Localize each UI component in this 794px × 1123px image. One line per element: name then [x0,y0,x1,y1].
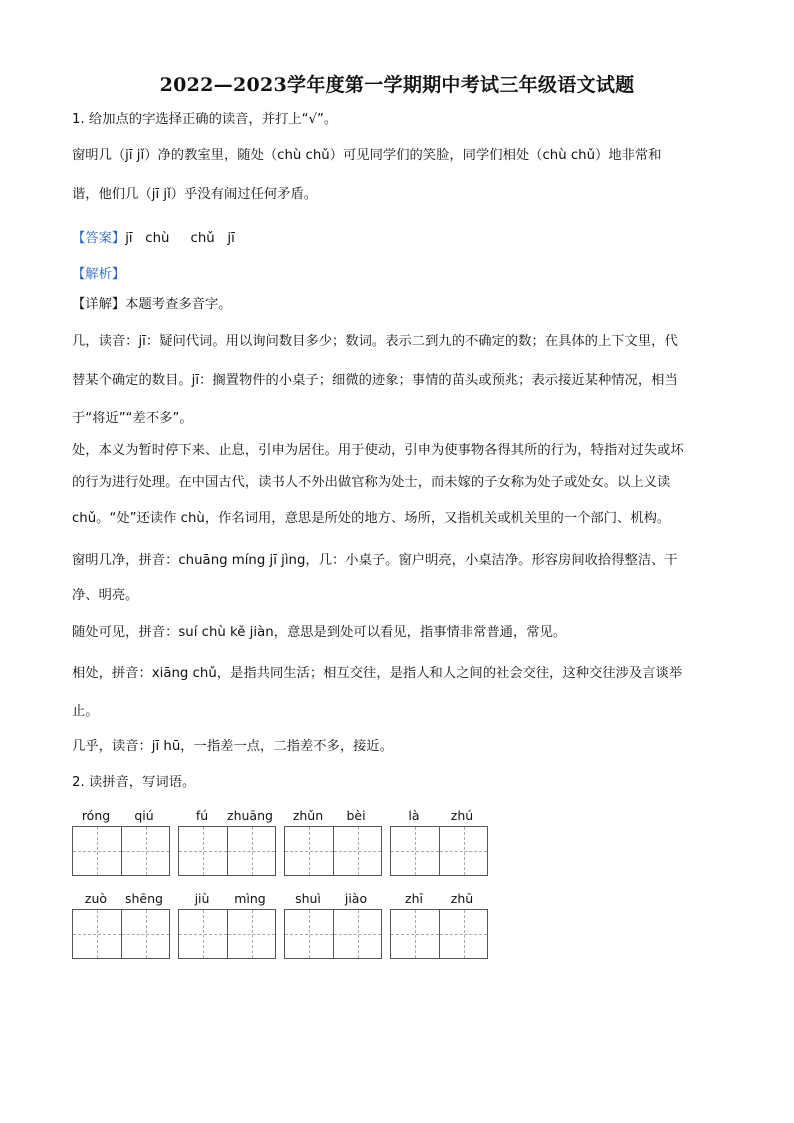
question-2-prompt: 2. 读拼音，写词语。 [72,775,196,790]
para-chuangming-1: 窗明几净，拼音：chuāng míng jī jìng，几：小桌子。窗户明亮，小桌洁净。形容房间收拾得整洁、干 [72,553,678,568]
pinyin-label: jiào [344,891,368,906]
para-suichu: 随处可见，拼音：suí chù kě jiàn，意思是到处可以看见，指事情非常普通，常见。 [72,625,567,640]
pinyin-label: zuò [84,891,108,906]
writing-cell[interactable] [333,910,381,958]
pinyin-label: zhuāng [227,808,273,823]
para-xiangchu-2: 止。 [72,704,99,719]
writing-cell[interactable] [391,827,439,875]
writing-cell[interactable] [439,827,487,875]
word-group [72,889,170,959]
pinyin-label: bèi [346,808,366,823]
writing-cell[interactable] [179,910,227,958]
para-chu-3: chǔ。“处”还读作 chù，作名词用，意思是所处的地方、场所，又指机关或机关里的一个部门、机构。 [72,511,671,526]
writing-cell[interactable] [285,827,333,875]
pinyin-label: mìng [234,891,266,906]
question-1-line-1: 窗明几（jī jǐ）净的教室里，随处（chù chǔ）可见同学们的笑脸，同学们相处（chù chǔ）地非常和 [72,148,662,163]
answer-value: jī chù chǔ jī [125,231,235,246]
writing-cell[interactable] [391,910,439,958]
pinyin-label: jiù [194,891,210,906]
para-chuangming-2: 净、明亮。 [72,588,139,603]
answer-line [72,230,727,248]
para-jihu: 几乎，读音：jī hū，一指差一点，二指差不多，接近。 [72,739,394,754]
writing-grid-row-1 [72,806,496,876]
writing-cell[interactable] [73,910,121,958]
writing-cell[interactable] [227,827,275,875]
pinyin-label: zhī [405,891,423,906]
word-group [390,889,488,959]
writing-cell[interactable] [121,910,169,958]
word-group [178,889,276,959]
word-group [284,806,382,876]
question-1-line-2: 谐，他们几（jī jǐ）乎没有闹过任何矛盾。 [72,187,318,202]
writing-cell[interactable] [439,910,487,958]
para-ji-3: 于“将近”“差不多”。 [72,411,193,426]
word-group [72,806,170,876]
word-group [178,806,276,876]
page-title: 2022—2023学年度第一学期期中考试三年级语文试题 [159,74,635,96]
writing-cell[interactable] [285,910,333,958]
para-ji-1: 几，读音：jī：疑问代词。用以询问数目多少；数词。表示二到九的不确定的数；在具体的上下文里，代 [72,334,678,349]
writing-grid-row-2 [72,889,496,959]
word-group [284,889,382,959]
para-chu-2: 的行为进行处理。在中国古代，读书人不外出做官称为处士，而未嫁的子女称为处子或处女。以上义读 [72,475,671,490]
writing-cell[interactable] [179,827,227,875]
pinyin-label: shēng [125,891,163,906]
pinyin-label: zhú [450,808,474,823]
writing-cell[interactable] [121,827,169,875]
pinyin-label: róng [81,808,111,823]
pinyin-label: fú [195,808,209,823]
pinyin-label: shuì [295,891,321,906]
writing-cell[interactable] [333,827,381,875]
para-xiangchu-1: 相处，拼音：xiāng chǔ，是指共同生活；相互交往，是指人和人之间的社会交往，这种交往涉及言谈举 [72,666,683,681]
para-ji-2: 替某个确定的数目。jī：搁置物件的小桌子；细微的迹象；事情的苗头或预兆；表示接近某种情况，相当 [72,373,678,388]
pinyin-label: zhǔn [292,808,324,823]
pinyin-label: qiú [134,808,154,823]
analysis-label: 【解析】 [72,267,126,282]
pinyin-label: zhū [450,891,474,906]
word-group [390,806,488,876]
pinyin-label: là [408,808,420,823]
writing-cell[interactable] [227,910,275,958]
question-1-prompt: 1. 给加点的字选择正确的读音，并打上“√”。 [72,112,338,127]
answer-label: 【答案】 [72,231,126,246]
para-chu-1: 处，本义为暂时停下来、止息，引申为居住。用于使动，引申为使事物各得其所的行为，特指对过失或坏 [72,443,684,458]
detail-line: 【详解】本题考查多音字。 [72,297,232,312]
writing-cell[interactable] [73,827,121,875]
